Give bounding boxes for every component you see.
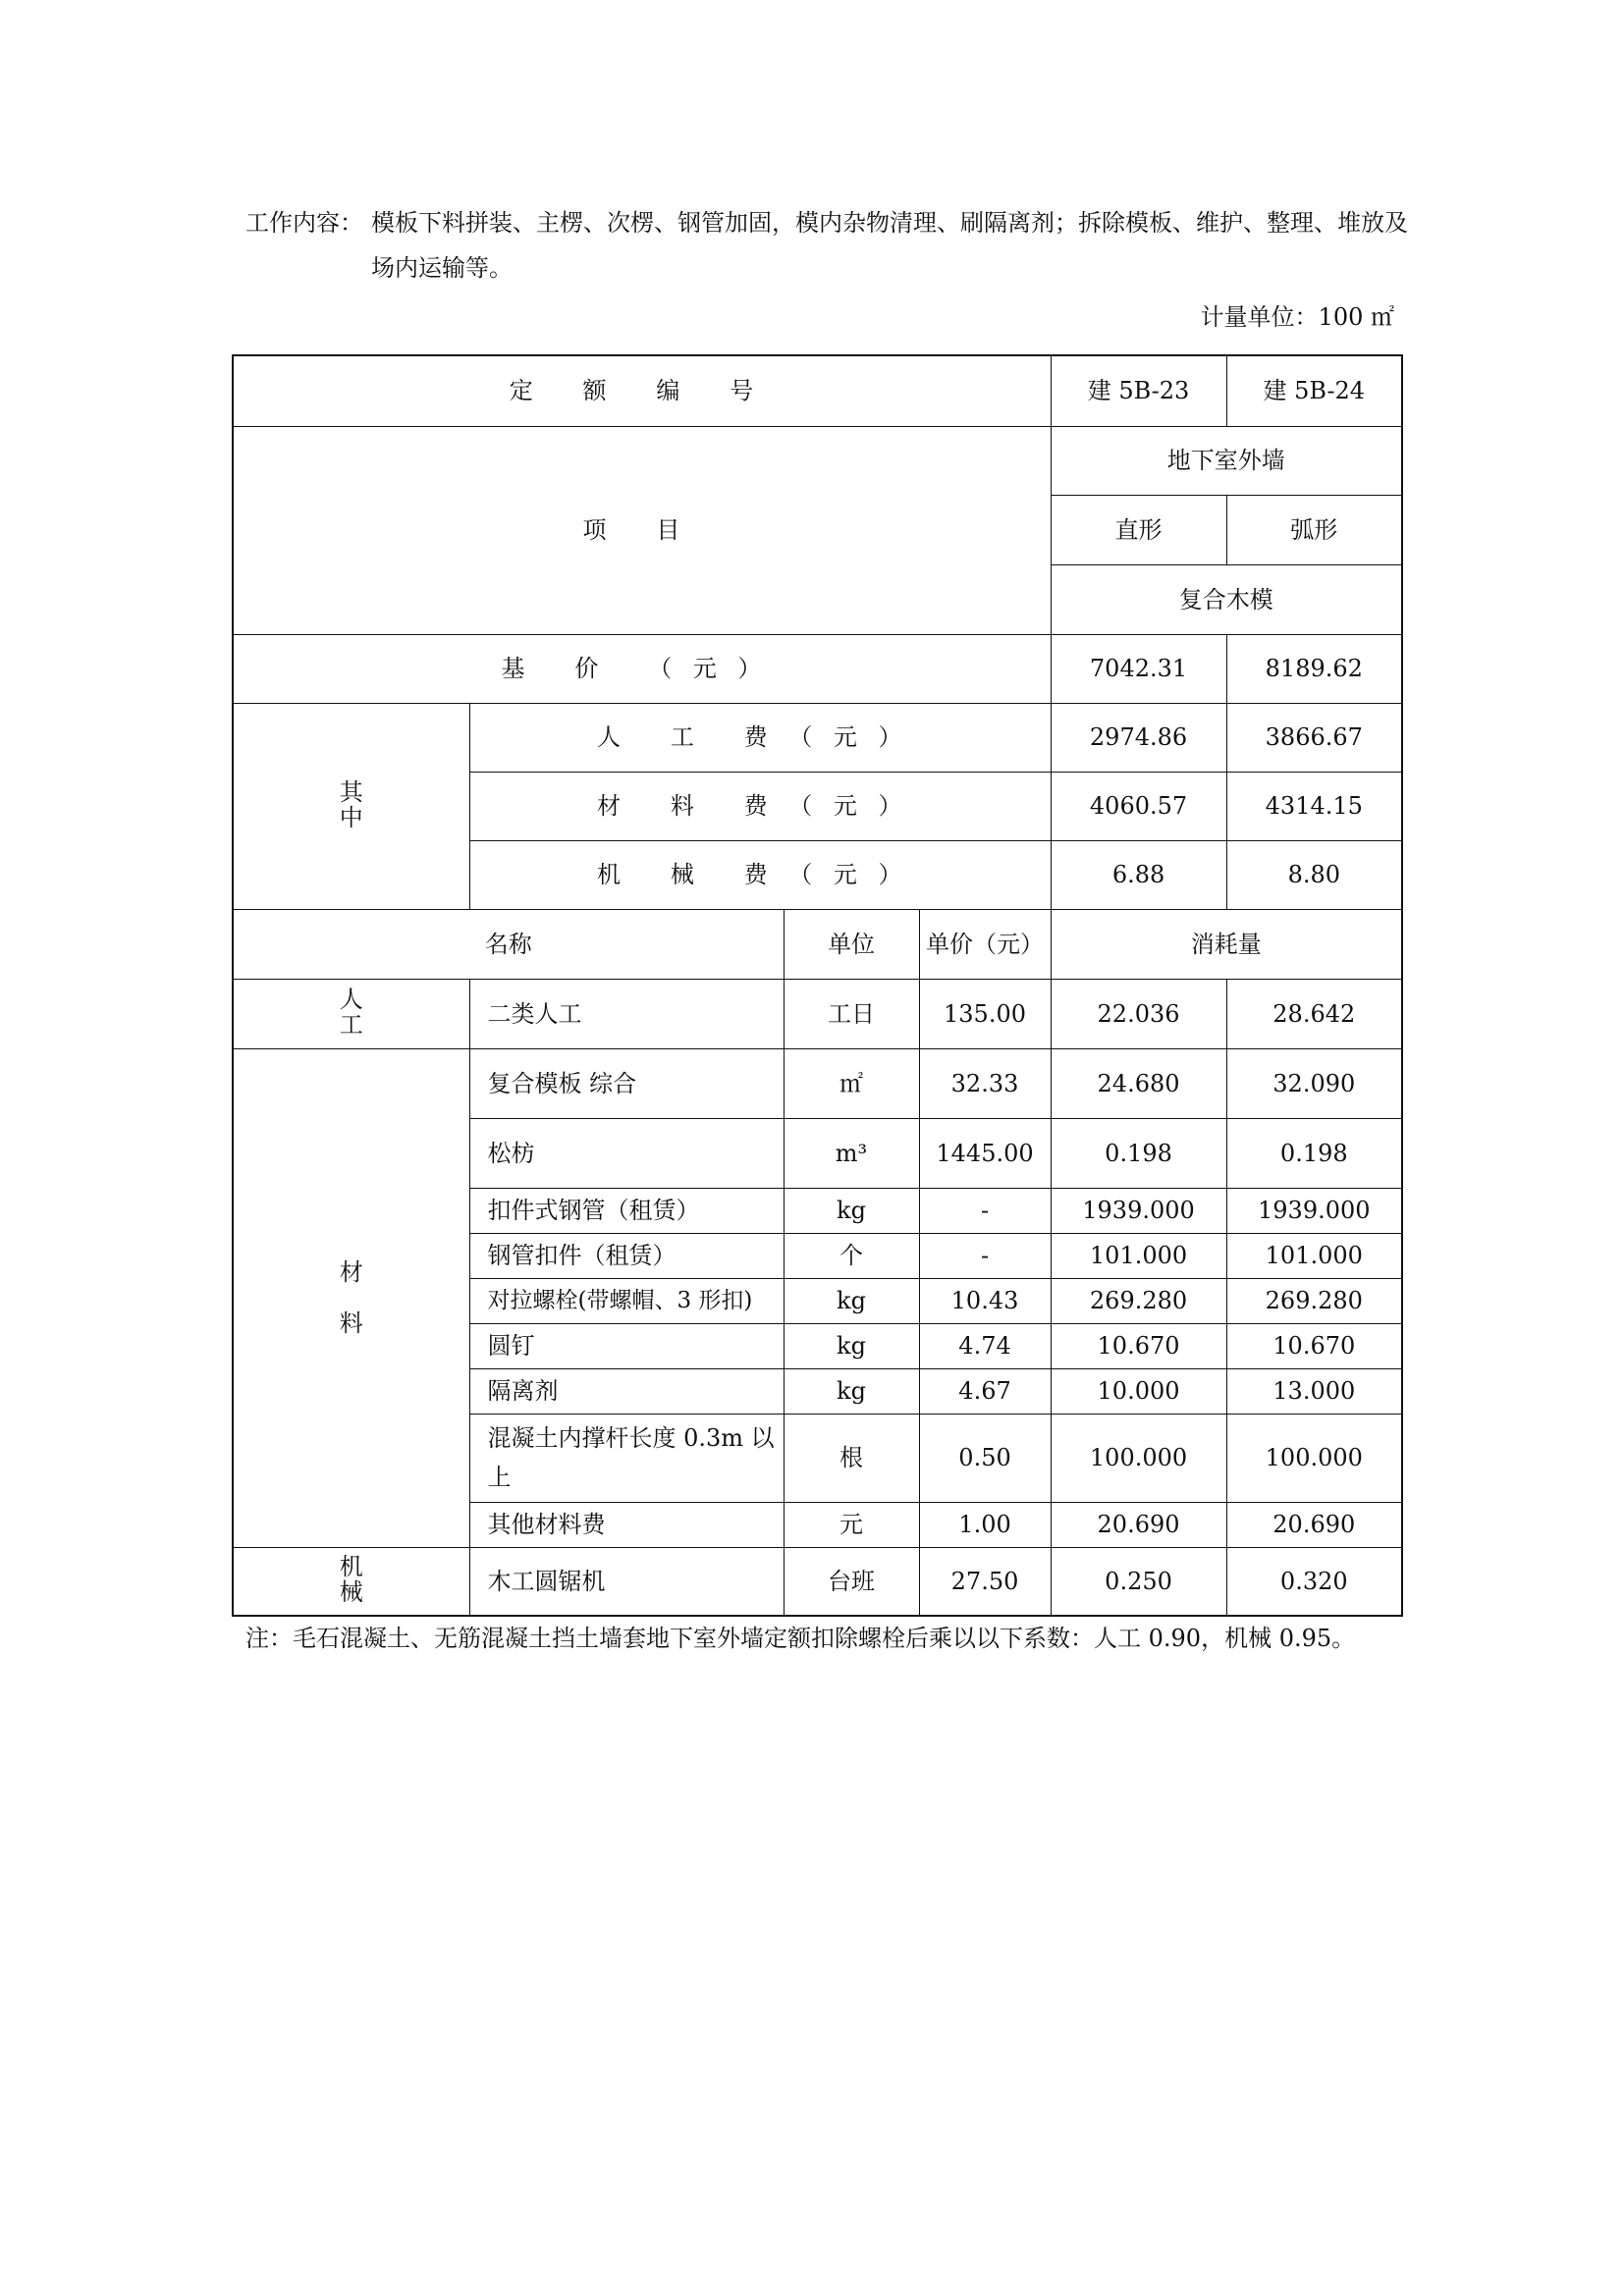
item-category: 地下室外墙 — [1051, 426, 1402, 495]
item-shape: 直形 — [1051, 495, 1226, 564]
resource-qty: 1939.000 — [1226, 1188, 1402, 1233]
resource-unit: 元 — [784, 1502, 919, 1547]
cost-value: 4060.57 — [1051, 772, 1226, 840]
quota-no-row — [233, 355, 1402, 426]
machine-group-label: 机械 — [233, 1547, 469, 1616]
resource-name: 扣件式钢管（租赁） — [469, 1188, 784, 1233]
machine-row — [233, 1547, 1402, 1616]
resource-name: 复合模板 综合 — [469, 1048, 784, 1118]
labor-row — [233, 979, 1402, 1048]
header-name: 名称 — [233, 909, 784, 979]
cost-value: 8.80 — [1226, 840, 1402, 909]
quota-table — [232, 354, 1403, 1617]
resource-qty: 100.000 — [1051, 1414, 1226, 1502]
cost-value: 6.88 — [1051, 840, 1226, 909]
of-which-label: 其中 — [233, 703, 469, 909]
resource-price: 1445.00 — [919, 1118, 1051, 1188]
quota-code: 建 5B-23 — [1051, 355, 1226, 426]
resource-qty: 269.280 — [1226, 1278, 1402, 1323]
header-consumption: 消耗量 — [1051, 909, 1402, 979]
resource-unit: 根 — [784, 1414, 919, 1502]
base-price: 7042.31 — [1051, 634, 1226, 703]
resource-unit: kg — [784, 1323, 919, 1368]
resource-qty: 22.036 — [1051, 979, 1226, 1048]
cost-label: 机 械 费（元） — [469, 840, 1051, 909]
work-content-label: 工作内容： — [245, 209, 363, 237]
cost-label: 人 工 费（元） — [469, 703, 1051, 772]
cost-value: 2974.86 — [1051, 703, 1226, 772]
header-unit: 单位 — [784, 909, 919, 979]
resource-qty: 10.670 — [1226, 1323, 1402, 1368]
resource-qty: 20.690 — [1051, 1502, 1226, 1547]
resource-unit: kg — [784, 1188, 919, 1233]
resource-qty: 32.090 — [1226, 1048, 1402, 1118]
footnote: 注：毛石混凝土、无筋混凝土挡土墙套地下室外墙定额扣除螺栓后乘以以下系数：人工 0.90，机械 0.95。 — [245, 1625, 1356, 1652]
resource-qty: 100.000 — [1226, 1414, 1402, 1502]
resource-qty: 0.250 — [1051, 1547, 1226, 1616]
resource-qty: 1939.000 — [1051, 1188, 1226, 1233]
resource-qty: 13.000 — [1226, 1368, 1402, 1414]
resource-unit: kg — [784, 1278, 919, 1323]
resource-price: - — [919, 1233, 1051, 1278]
resource-unit: m³ — [784, 1118, 919, 1188]
resource-unit: ㎡ — [784, 1048, 919, 1118]
resource-qty: 20.690 — [1226, 1502, 1402, 1547]
resource-qty: 101.000 — [1051, 1233, 1226, 1278]
resource-name: 木工圆锯机 — [469, 1547, 784, 1616]
resource-price: 4.74 — [919, 1323, 1051, 1368]
resource-qty: 10.000 — [1051, 1368, 1226, 1414]
resource-price: 4.67 — [919, 1368, 1051, 1414]
resource-name: 其他材料费 — [469, 1502, 784, 1547]
item-shape: 弧形 — [1226, 495, 1402, 564]
resource-qty: 269.280 — [1051, 1278, 1226, 1323]
resource-name: 混凝土内撑杆长度 0.3m 以上 — [469, 1414, 784, 1502]
resource-name: 圆钉 — [469, 1323, 784, 1368]
resource-price: 1.00 — [919, 1502, 1051, 1547]
resource-name: 钢管扣件（租赁） — [469, 1233, 784, 1278]
item-material: 复合木模 — [1051, 564, 1402, 634]
labor-group-label: 人工 — [233, 979, 469, 1048]
material-group-label: 材 料 — [233, 1048, 469, 1547]
resource-name: 对拉螺栓(带螺帽、3 形扣) — [469, 1278, 784, 1323]
measurement-unit: 计量单位：100 ㎡ — [1200, 303, 1394, 331]
cost-value: 4314.15 — [1226, 772, 1402, 840]
work-content-text: 模板下料拼装、主楞、次楞、钢管加固，模内杂物清理、刷隔离剂；拆除模板、维护、整理、堆放及场内运输等。 — [371, 209, 1408, 282]
resource-name: 隔离剂 — [469, 1368, 784, 1414]
resource-price: 0.50 — [919, 1414, 1051, 1502]
base-price-row — [233, 634, 1402, 703]
resource-price: 27.50 — [919, 1547, 1051, 1616]
resource-qty: 28.642 — [1226, 979, 1402, 1048]
header-unit-price: 单价（元） — [919, 909, 1051, 979]
resource-price: 32.33 — [919, 1048, 1051, 1118]
resource-qty: 10.670 — [1051, 1323, 1226, 1368]
resource-unit: kg — [784, 1368, 919, 1414]
resource-qty: 0.198 — [1226, 1118, 1402, 1188]
base-price-label: 基 价 （元） — [233, 634, 1051, 703]
resource-price: 135.00 — [919, 979, 1051, 1048]
material-row — [233, 1048, 1402, 1118]
cost-row — [233, 703, 1402, 772]
cost-label: 材 料 费（元） — [469, 772, 1051, 840]
resource-price: - — [919, 1188, 1051, 1233]
resource-unit: 工日 — [784, 979, 919, 1048]
cost-value: 3866.67 — [1226, 703, 1402, 772]
column-header-row — [233, 909, 1402, 979]
resource-qty: 101.000 — [1226, 1233, 1402, 1278]
resource-unit: 个 — [784, 1233, 919, 1278]
resource-name: 二类人工 — [469, 979, 784, 1048]
resource-unit: 台班 — [784, 1547, 919, 1616]
resource-qty: 0.198 — [1051, 1118, 1226, 1188]
resource-price: 10.43 — [919, 1278, 1051, 1323]
item-label: 项 目 — [233, 426, 1051, 634]
quota-code: 建 5B-24 — [1226, 355, 1402, 426]
base-price: 8189.62 — [1226, 634, 1402, 703]
resource-qty: 24.680 — [1051, 1048, 1226, 1118]
resource-qty: 0.320 — [1226, 1547, 1402, 1616]
resource-name: 松枋 — [469, 1118, 784, 1188]
quota-no-label: 定 额 编 号 — [233, 355, 1051, 426]
